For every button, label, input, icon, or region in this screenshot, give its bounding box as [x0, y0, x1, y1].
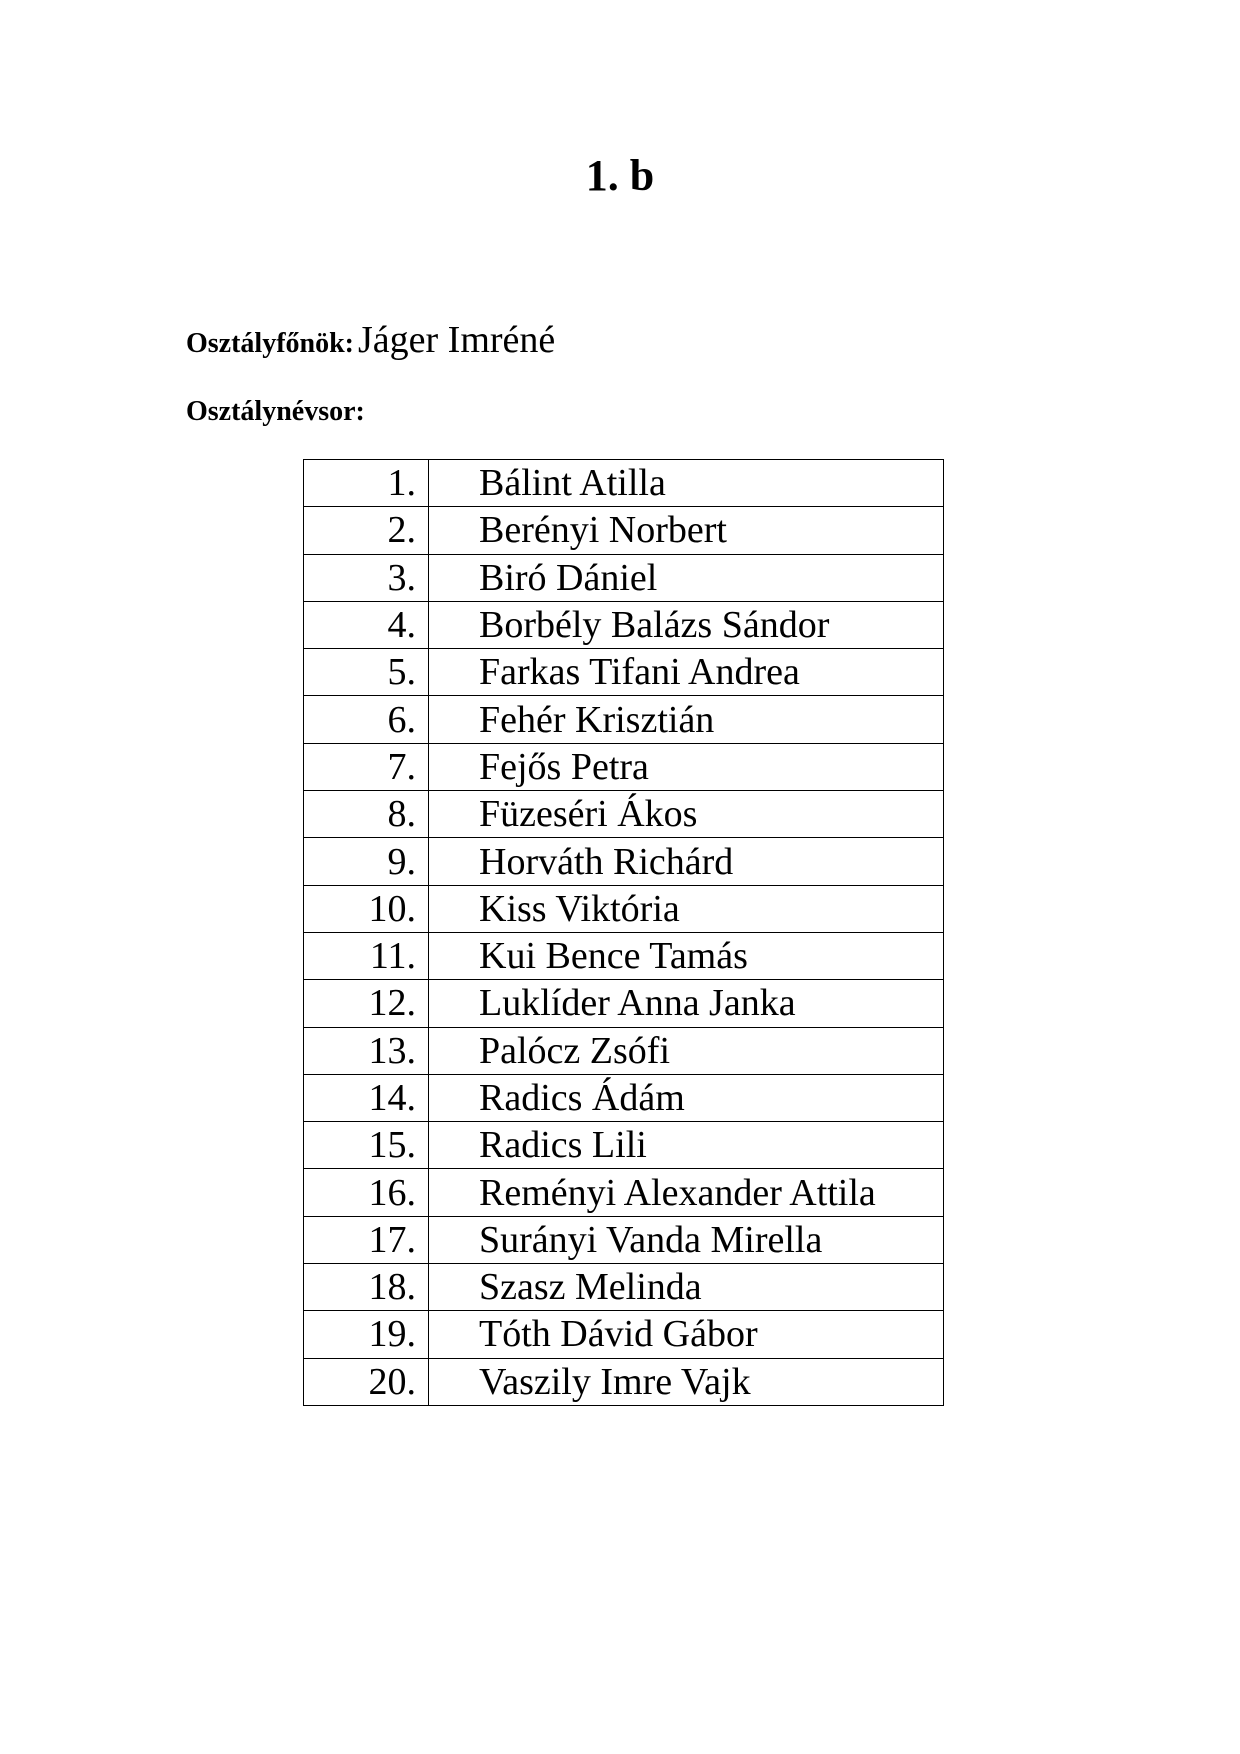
student-name: Füzeséri Ákos [429, 791, 944, 838]
roster-table [303, 459, 944, 1406]
table-row [304, 1358, 944, 1405]
table-row [304, 743, 944, 790]
row-number: 15. [304, 1122, 429, 1169]
student-name: Farkas Tifani Andrea [429, 649, 944, 696]
class-teacher-name: Jáger Imréné [358, 319, 556, 361]
student-name: Kui Bence Tamás [429, 932, 944, 979]
table-row [304, 1027, 944, 1074]
student-name: Surányi Vanda Mirella [429, 1216, 944, 1263]
student-name: Fehér Krisztián [429, 696, 944, 743]
row-number: 10. [304, 885, 429, 932]
row-number: 19. [304, 1311, 429, 1358]
table-row [304, 696, 944, 743]
row-number: 18. [304, 1264, 429, 1311]
class-teacher-line [186, 318, 555, 370]
student-name: Kiss Viktória [429, 885, 944, 932]
table-row [304, 1074, 944, 1121]
table-row [304, 649, 944, 696]
row-number: 14. [304, 1074, 429, 1121]
row-number: 16. [304, 1169, 429, 1216]
student-name: Berényi Norbert [429, 507, 944, 554]
table-row [304, 554, 944, 601]
student-name: Palócz Zsófi [429, 1027, 944, 1074]
row-number: 9. [304, 838, 429, 885]
student-name: Radics Ádám [429, 1074, 944, 1121]
table-row [304, 980, 944, 1027]
row-number: 6. [304, 696, 429, 743]
table-row [304, 1311, 944, 1358]
student-name: Biró Dániel [429, 554, 944, 601]
student-name: Szasz Melinda [429, 1264, 944, 1311]
table-row [304, 460, 944, 507]
table-row [304, 601, 944, 648]
row-number: 4. [304, 601, 429, 648]
student-name: Fejős Petra [429, 743, 944, 790]
table-row [304, 838, 944, 885]
table-row [304, 1264, 944, 1311]
table-row [304, 1169, 944, 1216]
table-row [304, 507, 944, 554]
student-name: Borbély Balázs Sándor [429, 601, 944, 648]
student-name: Tóth Dávid Gábor [429, 1311, 944, 1358]
row-number: 3. [304, 554, 429, 601]
row-number: 11. [304, 932, 429, 979]
roster-table-body [304, 460, 944, 1406]
class-teacher-label: Osztályfőnök: [186, 328, 354, 359]
row-number: 5. [304, 649, 429, 696]
student-name: Bálint Atilla [429, 460, 944, 507]
roster-label: Osztálynévsor: [186, 396, 365, 427]
row-number: 12. [304, 980, 429, 1027]
row-number: 8. [304, 791, 429, 838]
row-number: 20. [304, 1358, 429, 1405]
table-row [304, 791, 944, 838]
row-number: 2. [304, 507, 429, 554]
table-row [304, 932, 944, 979]
student-name: Luklíder Anna Janka [429, 980, 944, 1027]
row-number: 17. [304, 1216, 429, 1263]
student-name: Radics Lili [429, 1122, 944, 1169]
student-name: Vaszily Imre Vajk [429, 1358, 944, 1405]
row-number: 13. [304, 1027, 429, 1074]
row-number: 7. [304, 743, 429, 790]
student-name: Reményi Alexander Attila [429, 1169, 944, 1216]
student-name: Horváth Richárd [429, 838, 944, 885]
row-number: 1. [304, 460, 429, 507]
page-title: 1. b [585, 151, 655, 200]
table-row [304, 1216, 944, 1263]
table-row [304, 1122, 944, 1169]
table-row [304, 885, 944, 932]
